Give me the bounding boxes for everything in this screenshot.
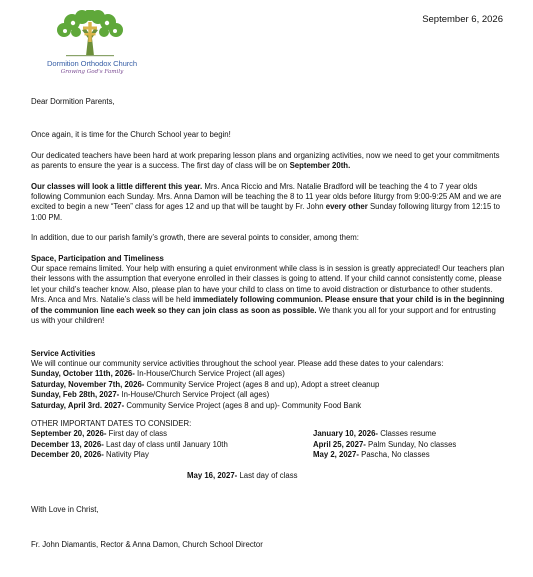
closing: With Love in Christ,: [31, 505, 99, 515]
date-item: [31, 440, 301, 450]
space-emphasis: immediately following communion. Please ensure that your child is in the beginning of the communion line each week so they can join class as soon as possible.: [31, 295, 505, 315]
tree-cross-icon: [52, 10, 128, 58]
logo-tagline: Growing God's Family: [60, 69, 124, 75]
classes-text-end: Sunday following liturgy from 12:15 to 1:00 PM.: [31, 202, 500, 222]
other-dates-right: [313, 429, 503, 460]
salutation: Dear Dormition Parents,: [31, 97, 115, 106]
service-date: Saturday, November 7th, 2026-: [31, 379, 145, 389]
service-list: [31, 369, 506, 411]
classes-lead: Our classes will look a little different this year.: [31, 181, 203, 191]
letter-body: [31, 97, 506, 550]
date-desc: Last day of class until January 10th: [103, 439, 228, 449]
date-item: [313, 450, 503, 460]
service-item: [31, 380, 506, 390]
commitment-text: Our dedicated teachers have been hard at work preparing lesson plans and organizing activities, now we need to get your commitments as parents to ensure the year is a success. The first day of class will be on: [31, 150, 500, 171]
date-desc: Classes resume: [378, 429, 437, 439]
service-intro: We will continue our community service activities throughout the school year. Please add these dates to your calendars:: [31, 358, 444, 368]
service-date: Saturday, April 3rd. 2027-: [31, 400, 125, 410]
service-desc: In-House/Church Service Project (all ages): [134, 369, 285, 379]
date-label: April 25, 2027-: [313, 439, 366, 449]
date-item: [31, 450, 301, 460]
intro-paragraph: Once again, it is time for the Church School year to begin!: [31, 130, 231, 140]
church-logo: [40, 10, 144, 80]
date-desc: First day of class: [106, 429, 168, 439]
date-item-last-day: [187, 471, 298, 481]
letter-date: September 6, 2026: [422, 14, 503, 25]
date-desc: Last day of class: [237, 471, 298, 481]
other-dates: [31, 429, 506, 481]
service-desc: In-House/Church Service Project (all ages): [119, 390, 270, 400]
date-item: [313, 440, 503, 450]
date-label: September 20, 2026-: [31, 429, 107, 439]
date-item: [313, 429, 503, 439]
date-item: [31, 429, 301, 439]
growth-paragraph: In addition, due to our parish family’s growth, there are several points to consider, among them:: [31, 233, 359, 243]
space-text: Our space remains limited. Your help with ensuring a quiet environment while class is in session is greatly appreciated! Our teachers plan their lessons with the assumption that everyone enrolled in their classes is going to attend. If your child cannot consistently come, please let your child’s teacher know. Also, please plan to have your child to class on time to avoid distraction or disturbance to other students. Mrs. Anca and Mrs. Natalie’s class will be held: [31, 264, 505, 305]
date-desc: Palm Sunday, No classes: [365, 439, 457, 449]
space-heading: Space, Participation and Timeliness: [31, 253, 164, 263]
service-desc: Community Service Project (ages 8 and up)- Community Food Bank: [124, 400, 362, 410]
date-label: December 20, 2026-: [31, 450, 104, 460]
service-heading: Service Activities: [31, 348, 96, 358]
commitment-paragraph: [31, 151, 506, 172]
date-desc: Nativity Play: [103, 450, 149, 460]
space-paragraph: [31, 264, 506, 326]
service-date: Sunday, October 11th, 2026-: [31, 369, 135, 379]
date-desc: Pascha, No classes: [358, 450, 430, 460]
service-date: Sunday, Feb 28th, 2027-: [31, 390, 120, 400]
space-text-end: We thank you all for your support and for entrusting us with your children!: [31, 305, 496, 326]
every-other-emphasis: every other: [325, 202, 368, 212]
service-item: [31, 401, 506, 411]
date-label: May 2, 2027-: [313, 450, 359, 460]
other-dates-heading: OTHER IMPORTANT DATES TO CONSIDER:: [31, 418, 192, 428]
classes-paragraph: [31, 182, 506, 224]
service-desc: Community Service Project (ages 8 and up), Adopt a street cleanup: [144, 379, 380, 389]
service-item: [31, 369, 506, 379]
first-day-date: September 20th.: [289, 161, 351, 171]
logo-church-name: Dormition Orthodox Church: [47, 59, 137, 68]
signature: Fr. John Diamantis, Rector & Anna Damon, Church School Director: [31, 539, 263, 549]
date-label: December 13, 2026-: [31, 439, 104, 449]
date-label: May 16, 2027-: [187, 471, 238, 481]
other-dates-left: [31, 429, 301, 460]
service-item: [31, 390, 506, 400]
date-label: January 10, 2026-: [313, 429, 379, 439]
classes-text: Mrs. Anca Riccio and Mrs. Natalie Bradford will be teaching the 4 to 7 year olds following Communion each Sunday. Mrs. Anna Damon will be teaching the 8 to 11 year olds before liturgy from 9:00-9:25 AM and we are excited to begin a new “Teen” class for ages 12 and up that will be taught by Fr. John: [31, 181, 502, 212]
